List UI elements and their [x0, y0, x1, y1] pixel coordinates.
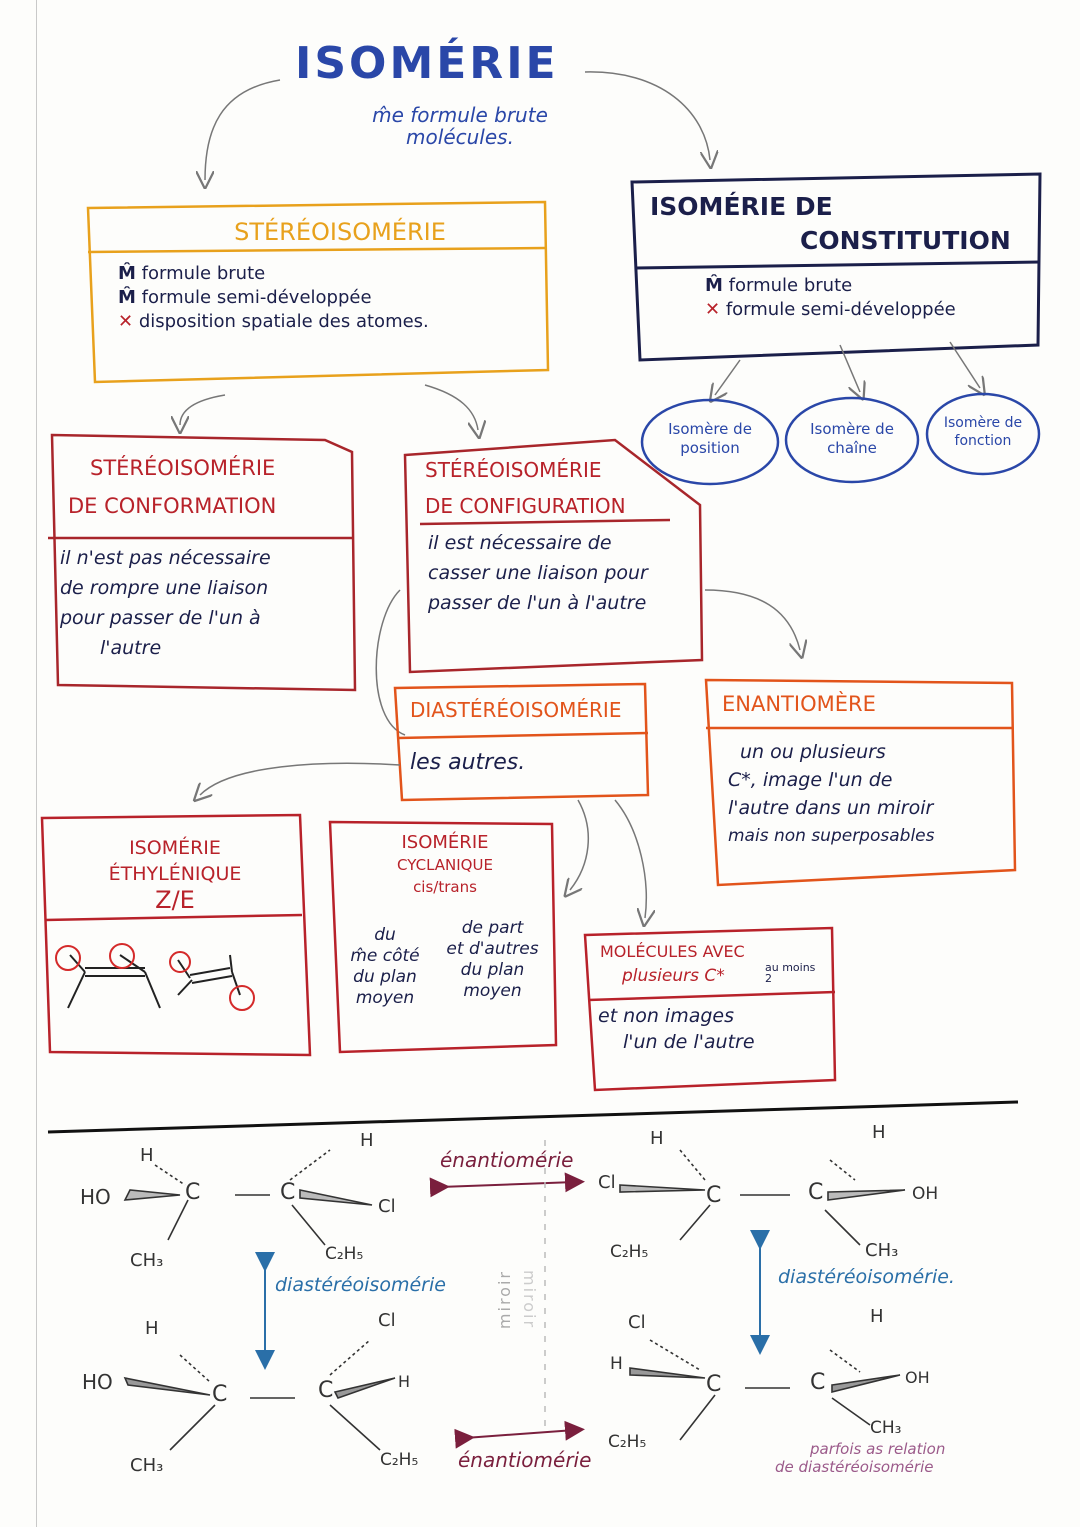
atom-c: C [706, 1372, 722, 1397]
subtitle-line-2: molécules. [406, 125, 514, 149]
atom-ch3: CH₃ [130, 1455, 164, 1476]
miroir-label: miroir [495, 1270, 514, 1330]
atom-oh: OH [905, 1368, 930, 1387]
enantio-title: ENANTIOMÈRE [722, 692, 876, 716]
enantio-arrow-top [440, 1182, 575, 1187]
ethylenique-title: ISOMÉRIE ÉTHYLÉNIQUE Z/E [108, 837, 242, 914]
atom-h: H [610, 1354, 623, 1374]
atom-cl: Cl [378, 1196, 396, 1217]
enantio-text: un ou plusieurs C*, image l'un de l'autre dans un miroir mais non superposables [728, 741, 935, 846]
miroir-label-reflected: miroir [520, 1270, 539, 1330]
constitution-list [705, 274, 1035, 322]
subtitle-line-1: m̂e formule brute [372, 103, 548, 127]
conformation-title-line-1: STÉRÉOISOMÉRIE [90, 456, 276, 480]
stereo-item: M̂ formule brute [118, 263, 266, 284]
atom-c2h5: C₂H₅ [610, 1242, 649, 1262]
configuration-title-line-1: STÉRÉOISOMÉRIE [425, 458, 602, 482]
configuration-title-line-2: DE CONFIGURATION [425, 494, 626, 518]
atom-c2h5: C₂H₅ [380, 1450, 419, 1470]
atom-oh: OH [912, 1184, 939, 1204]
constitution-title-line-2: CONSTITUTION [800, 226, 1011, 255]
atom-h: H [140, 1145, 154, 1166]
ethylene-e-drawing [170, 952, 254, 1010]
atom-h: H [145, 1318, 159, 1339]
atom-h: H [870, 1306, 884, 1327]
atom-c: C [706, 1183, 722, 1208]
atom-c: C [808, 1180, 824, 1205]
atom-ho: HO [82, 1370, 113, 1394]
atom-cl: Cl [378, 1310, 396, 1331]
arrow-to-stereo [205, 80, 280, 180]
cyclanique-trans-text: de part et d'autres du plan moyen [446, 918, 539, 1001]
atom-c: C [212, 1382, 228, 1407]
atom-h: H [872, 1122, 886, 1143]
cyclanique-title: ISOMÉRIE CYCLANIQUE cis/trans [397, 832, 493, 896]
stereo-item: M̂ formule semi-développée [118, 287, 372, 308]
molecules-text: et non images l'un de l'autre [598, 1005, 755, 1053]
atom-c: C [185, 1180, 201, 1205]
atom-ch3: CH₃ [865, 1240, 899, 1261]
enantiomerie-label-top: énantiomérie [440, 1148, 574, 1172]
molecules-title: MOLÉCULES AVEC [600, 942, 745, 961]
arrow-to-constitution [585, 72, 710, 160]
stereo-title: STÉRÉOISOMÉRIE [234, 218, 446, 246]
type-chaine: Isomère de chaîne [810, 420, 894, 457]
atom-h: H [360, 1130, 374, 1151]
atom-ch3: CH₃ [130, 1250, 164, 1271]
stereo-list [118, 262, 538, 334]
type-fonction: Isomère de fonction [943, 415, 1023, 449]
atom-ch3: CH₃ [870, 1418, 902, 1438]
type-position: Isomère de position [668, 420, 752, 457]
atom-h: H [650, 1128, 664, 1149]
subtitle [320, 104, 600, 148]
page-title: ISOMÉRIE [295, 38, 559, 89]
atom-c2h5: C₂H₅ [325, 1244, 364, 1264]
molecules-note: au moins 2 [765, 961, 816, 985]
constitution-title-line-1: ISOMÉRIE DE [650, 192, 833, 221]
bottom-molecule-bonds [125, 1150, 905, 1450]
atom-cl: Cl [628, 1312, 646, 1333]
diastereo-title: DIASTÉRÉOISOMÉRIE [410, 698, 622, 722]
enantiomerie-label-bottom: énantiomérie [458, 1448, 592, 1472]
conformation-text: il n'est pas nécessaire de rompre une liaison pour passer de l'un à l'autre [60, 547, 271, 659]
stereo-item: ✕ disposition spatiale des atomes. [118, 311, 429, 332]
diastereo-label-right: diastéréoisomérie. [778, 1266, 955, 1288]
atom-cl: Cl [598, 1172, 616, 1193]
configuration-text: il est nécessaire de casser une liaison pour passer de l'un à l'autre [428, 532, 648, 614]
enantio-arrow-bottom [465, 1430, 575, 1438]
ethylene-z-drawing [56, 944, 160, 1008]
footnote: parfois as relation de diastéréoisomérie [775, 1440, 946, 1476]
conformation-title-line-2: DE CONFORMATION [68, 494, 277, 518]
constitution-item: ✕ formule semi-développée [705, 299, 956, 320]
atom-c: C [318, 1378, 334, 1403]
atom-c: C [810, 1370, 826, 1395]
atom-c: C [280, 1180, 296, 1205]
atom-ho: HO [80, 1185, 111, 1209]
atom-c2h5: C₂H₅ [608, 1432, 647, 1452]
diastereo-text: les autres. [410, 750, 526, 775]
diastereo-label-left: diastéréoisomérie [275, 1274, 446, 1296]
molecules-title-2: plusieurs C* [622, 966, 725, 986]
constitution-item: M̂ formule brute [705, 275, 853, 296]
atom-h: H [398, 1372, 411, 1391]
cyclanique-cis-text: du m̂e côté du plan moyen [350, 925, 420, 1008]
